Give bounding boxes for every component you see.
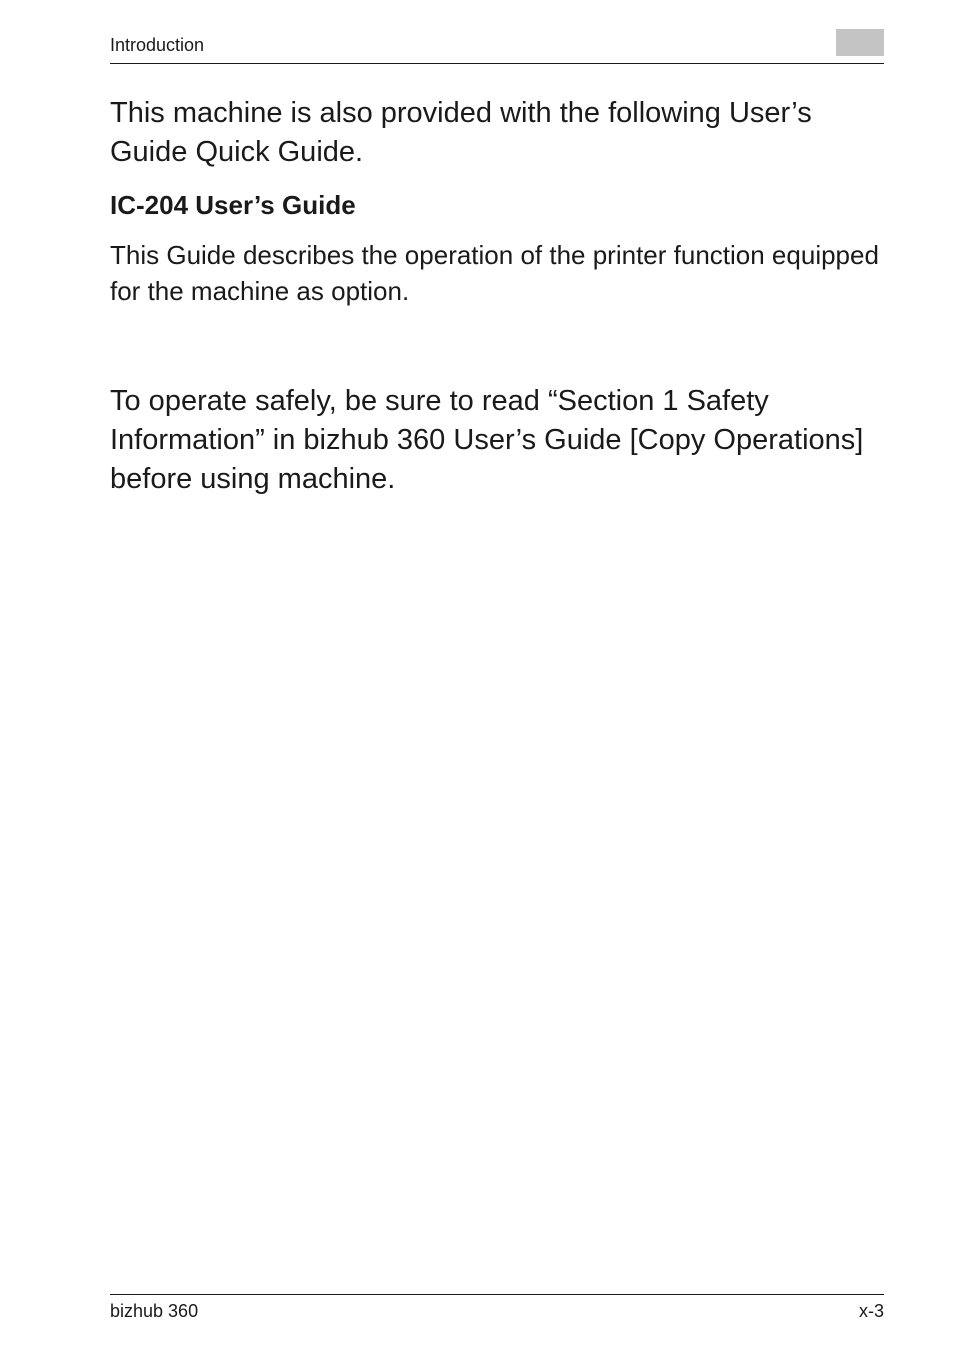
intro-paragraph: This machine is also provided with the following User’s Guide Quick Guide.	[110, 97, 812, 168]
section-heading: IC-204 User’s Guide	[110, 190, 356, 220]
page-header	[110, 28, 884, 64]
header-title: Introduction	[110, 35, 205, 55]
section-body: This Guide describes the operation of the printer function equipped for the machine as option.	[110, 240, 879, 306]
page-number: x-3	[858, 1301, 884, 1321]
safety-note: To operate safely, be sure to read “Section 1 Safety Information” in bizhub 360 User’s Guide [Copy Operations] before using machine.	[110, 385, 864, 495]
chapter-tab-marker	[836, 29, 884, 56]
footer-model: bizhub 360	[110, 1301, 199, 1321]
page-content	[110, 94, 884, 499]
page-footer	[110, 1294, 884, 1321]
